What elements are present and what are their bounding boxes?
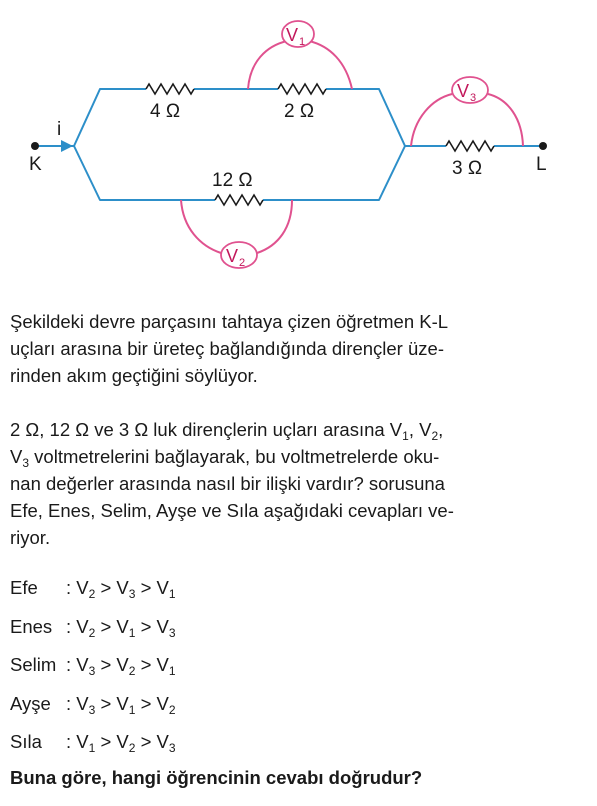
- v1-leads: [248, 41, 352, 89]
- answer-list: [10, 577, 176, 770]
- terminal-l-label: L: [536, 154, 547, 175]
- resistor-4-label: 4 Ω: [150, 101, 181, 122]
- answer-row-sila: Sıla : $V_1 > V_2 > V_3$: [10, 731, 176, 755]
- current-label: i: [57, 119, 62, 140]
- question-text: Buna göre, hangi öğrencinin cevabı doğrudur?: [10, 767, 423, 788]
- answer-row-efe: Efe : $V_2 > V_3 > V_1$: [10, 577, 176, 601]
- terminal-k-dot: [31, 142, 39, 150]
- resistor-4-ohm: [146, 84, 194, 94]
- p2-line-5: riyor.: [10, 527, 51, 548]
- p1-line-1: Şekildeki devre parçasını tahtaya çizen öğretmen K-L: [10, 311, 449, 332]
- p2-line-1: 2 Ω, 12 Ω ve 3 Ω luk dirençlerin uçları arasına $V_1$, $V_2$,: [10, 419, 444, 443]
- answer-row-selim: Selim : $V_3 > V_2 > V_1$: [10, 654, 176, 678]
- wire-top-branch: [74, 89, 405, 146]
- answer-row-ayse: Ayşe : $V_3 > V_1 > V_2$: [10, 692, 176, 717]
- resistor-12-ohm: [215, 195, 263, 205]
- resistor-2-label: 2 Ω: [284, 101, 315, 122]
- resistor-2-ohm: [278, 84, 326, 94]
- resistor-3-ohm: [446, 141, 494, 151]
- v2-label: $V_2$: [226, 246, 246, 269]
- voltmeter-v3: [452, 77, 488, 104]
- p1-line-3: rinden akım geçtiğini söylüyor.: [10, 365, 258, 386]
- problem-paragraph-1: [10, 308, 588, 389]
- current-arrow-icon: [61, 140, 73, 152]
- p2-line-4: Efe, Enes, Selim, Ayşe ve Sıla aşağıdaki cevapları ve-: [10, 500, 454, 521]
- resistor-12-label: 12 Ω: [212, 170, 253, 191]
- voltmeter-v2: [221, 242, 257, 269]
- terminal-k-label: K: [29, 154, 42, 175]
- resistor-3-label: 3 Ω: [452, 158, 483, 179]
- v1-label: $V_1$: [286, 25, 306, 48]
- answer-row-enes: Enes : $V_2 > V_1 > V_3$: [10, 615, 176, 640]
- v3-label: $V_3$: [457, 81, 477, 104]
- problem-paragraph-2: [10, 416, 588, 551]
- voltmeter-v1: [282, 21, 314, 48]
- p2-line-3: nan değerler arasında nasıl bir ilişki vardır? sorusuna: [10, 473, 445, 494]
- p2-line-2: $V_3$ voltmetrelerini bağlayarak, bu voltmetrelerde oku-: [10, 446, 440, 470]
- terminal-l-dot: [539, 142, 547, 150]
- p1-line-2: uçları arasına bir üreteç bağlandığında dirençler üze-: [10, 338, 444, 359]
- circuit-diagram: [0, 0, 597, 290]
